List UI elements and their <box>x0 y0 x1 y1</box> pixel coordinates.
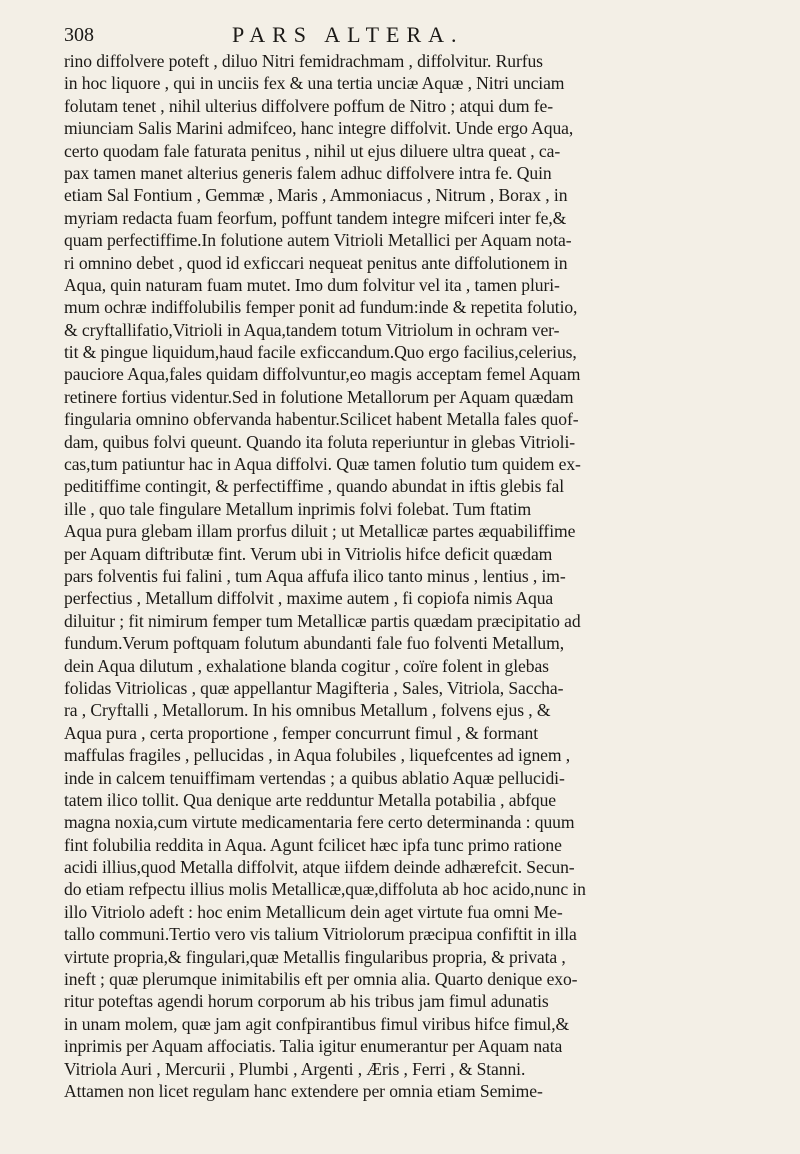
text-line: fingularia omnino obfervanda habentur.Scilicet habent Metalla fales quof- <box>64 409 579 430</box>
text-line: Aqua, quin naturam fuam mutet. Imo dum folvitur vel ita , tamen pluri- <box>64 274 560 295</box>
text-line: ritur poteftas agendi horum corporum ab his tribus jam fimul adunatis <box>64 991 549 1012</box>
text-line: tallo communi.Tertio vero vis talium Vitriolorum præcipua confiftit in illa <box>64 924 577 945</box>
text-line: peditiffime contingit, & perfectiffime , quando abundat in iftis glebis fal <box>64 476 564 497</box>
text-line: fint folubilia reddita in Aqua. Agunt fcilicet hæc ipfa tunc primo ratione <box>64 834 562 855</box>
text-line: diluitur ; fit nimirum femper tum Metallicæ partis quædam præcipitatio ad <box>64 610 581 631</box>
text-line: perfectius , Metallum diffolvit , maxime autem , fi copiofa nimis Aqua <box>64 588 554 609</box>
text-line: folutam tenet , nihil ulterius diffolvere poffum de Nitro ; atqui dum fe- <box>64 95 553 116</box>
running-title: PARS ALTERA. <box>232 22 464 47</box>
text-line: inprimis per Aquam affociatis. Talia igitur enumerantur per Aquam nata <box>64 1036 563 1057</box>
text-line: pax tamen manet alterius generis falem adhuc diffolvere intra fe. Quin <box>64 162 552 183</box>
text-line: inde in calcem tenuiffimam vertendas ; a quibus ablatio Aquæ pellucidi- <box>64 767 565 788</box>
text-line: per Aquam diftributæ fint. Verum ubi in Vitriolis hifce deficit quædam <box>64 543 553 564</box>
running-head <box>64 22 744 52</box>
text-line: virtute propria,& fingulari,quæ Metallis fingularibus propria, & privata , <box>64 946 566 967</box>
body-text <box>64 50 747 1102</box>
text-line: pauciore Aqua,fales quidam diffolvuntur,eo magis acceptam femel Aquam <box>64 364 581 385</box>
text-line: ri omnino debet , quod id exficcari nequeat penitus ante diffolutionem in <box>64 252 568 273</box>
text-line: mum ochræ indiffolubilis femper ponit ad fundum:inde & repetita folutio, <box>64 297 578 318</box>
text-line: pars folventis fui falini , tum Aqua affufa ilico tanto minus , lentius , im- <box>64 565 566 586</box>
text-line: ille , quo tale fingulare Metallum inprimis folvi folebat. Tum ftatim <box>64 498 532 519</box>
text-line: tit & pingue liquidum,haud facile exficcandum.Quo ergo facilius,celerius, <box>64 342 577 363</box>
text-line: myriam redacta fuam feorfum, poffunt tandem integre mifceri inter fe,& <box>64 207 567 228</box>
text-line: folidas Vitriolicas , quæ appellantur Magifteria , Sales, Vitriola, Saccha- <box>64 677 564 698</box>
text-line: & cryftallifatio,Vitrioli in Aqua,tandem totum Vitriolum in ochram ver- <box>64 319 560 340</box>
text-line: quam perfectiffime.In folutione autem Vitrioli Metallici per Aquam nota- <box>64 230 572 251</box>
text-line: Aqua pura , certa proportione , femper concurrunt fimul , & formant <box>64 722 539 743</box>
text-line: Attamen non licet regulam hanc extendere per omnia etiam Semime- <box>64 1080 543 1101</box>
text-line: ra , Cryftalli , Metallorum. In his omnibus Metallum , folvens ejus , & <box>64 700 551 721</box>
text-line: maffulas fragiles , pellucidas , in Aqua folubiles , liquefcentes ad ignem , <box>64 745 571 766</box>
text-line: in hoc liquore , qui in unciis fex & una tertia unciæ Aquæ , Nitri unciam <box>64 73 565 94</box>
text-line: dein Aqua dilutum , exhalatione blanda cogitur , coïre folent in glebas <box>64 655 549 676</box>
text-line: Aqua pura glebam illam prorfus diluit ; ut Metallicæ partes æquabiliffime <box>64 521 576 542</box>
text-line: fundum.Verum poftquam folutum abundanti fale fuo folventi Metallum, <box>64 633 564 654</box>
text-line: in unam molem, quæ jam agit confpirantibus fimul viribus hifce fimul,& <box>64 1013 570 1034</box>
text-line: tatem ilico tollit. Qua denique arte redduntur Metalla potabilia , abfque <box>64 789 557 810</box>
text-line: illo Vitriolo adeft : hoc enim Metallicum dein aget virtute fua omni Me- <box>64 901 563 922</box>
text-line: Vitriola Auri , Mercurii , Plumbi , Argenti , Æris , Ferri , & Stanni. <box>64 1058 526 1079</box>
text-line: do etiam refpectu illius molis Metallicæ,quæ,diffoluta ab hoc acido,nunc in <box>64 879 586 900</box>
page-number: 308 <box>64 24 94 46</box>
text-line: rino diffolvere poteft , diluo Nitri femidrachmam , diffolvitur. Rurfus <box>64 51 543 71</box>
text-line: acidi illius,quod Metalla diffolvit, atque iifdem deinde adhærefcit. Secun- <box>64 857 575 878</box>
text-line: etiam Sal Fontium , Gemmæ , Maris , Ammoniacus , Nitrum , Borax , in <box>64 185 568 206</box>
text-line: dam, quibus folvi queunt. Quando ita foluta reperiuntur in glebas Vitrioli- <box>64 431 576 452</box>
text-line: miunciam Salis Marini admifceo, hanc integre diffolvit. Unde ergo Aqua, <box>64 118 574 139</box>
text-line: cas,tum patiuntur hac in Aqua diffolvi. Quæ tamen folutio tum quidem ex- <box>64 454 581 475</box>
text-line: certo quodam fale faturata penitus , nihil ut ejus diluere ultra queat , ca- <box>64 140 561 161</box>
text-line: ineft ; quæ plerumque inimitabilis eft per omnia alia. Quarto denique exo- <box>64 969 578 990</box>
text-line: retinere fortius videntur.Sed in folutione Metallorum per Aquam quædam <box>64 386 574 407</box>
text-line: magna noxia,cum virtute medicamentaria fere certo determinanda : quum <box>64 812 575 833</box>
